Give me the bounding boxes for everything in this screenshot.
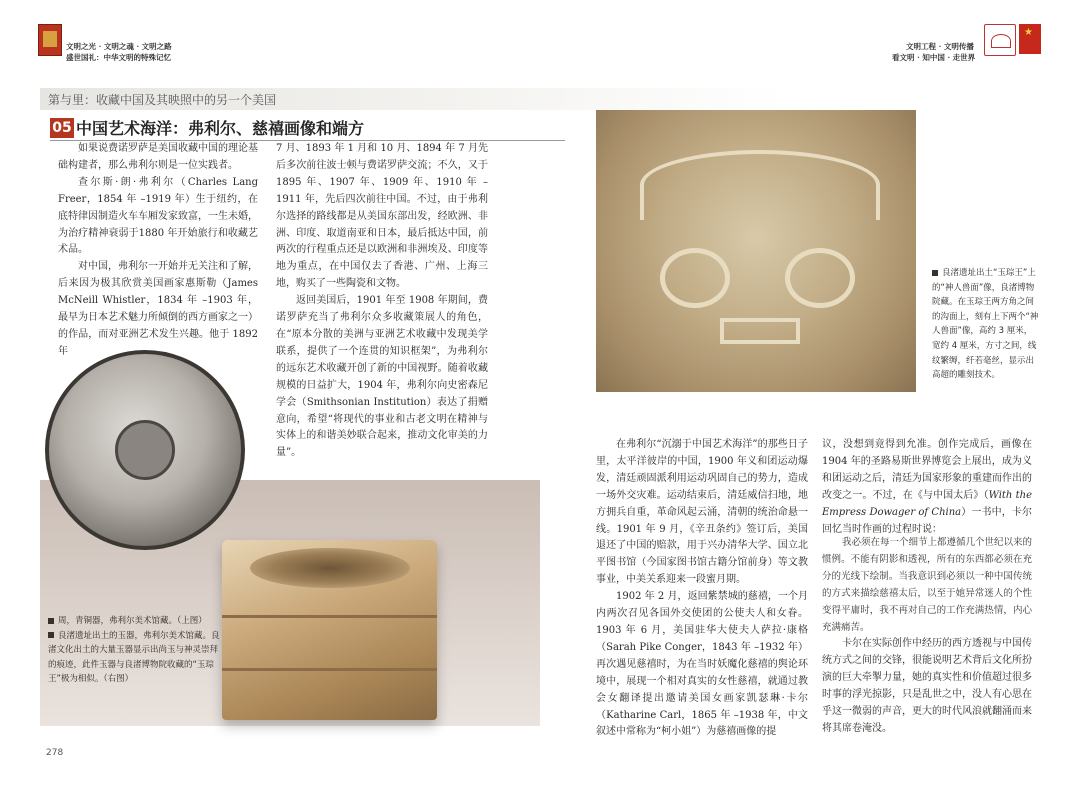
book-title: With the Empress Dowager of China [822,489,1033,518]
article-title: 中国艺术海洋：弗利尔、慈禧画像和端方 [76,119,365,138]
caption-text: 周，青铜器，弗利尔美术馆藏。（上图） [58,616,207,626]
paragraph: 返回美国后，1901 年至 1908 年期间，费诺罗萨充当了弗利尔众多收藏策展人的角色，在“原本分散的美洲与亚洲艺术收藏中发现美学联系，提供了一个连贯的知识框架”，为弗利尔的远东艺术收藏开创了新的中国视野。随着收藏规模的日益扩大，1904 年，弗利尔向史密森尼学会（Smithsonian Institution）表达了捐赠意向，希望“将现代的事业和古老文明在精神与实体上的和谐美妙联合起来，推动文化审美的力量”。 [276,295,488,459]
column-4-cont [822,636,1032,737]
relief-eye-right [785,248,855,308]
paragraph [822,437,1032,538]
relief-mouth [720,318,800,344]
stone-caption [932,266,1040,383]
header-left-line1: 文明之光 · 文明之魂 · 文明之路 [66,42,172,51]
paragraph-text: ）一书中，卡尔回忆当时作画的过程时说： [822,506,1033,535]
bullet-square [932,270,938,276]
bronze-caption [48,614,223,687]
header-left-line2: 盛世国礼：中华文明的特殊记忆 [66,53,171,62]
paragraph: 如果说费诺罗萨是美国收藏中国的理论基础构建者，那么弗利尔则是一位实践者。 [58,143,258,171]
bullet-square [48,632,54,638]
caption-text: 良渚遗址出土的玉器，弗利尔美术馆藏。良渚文化出土的大量玉器显示出尚玉与神灵崇拜的痕迹，此件玉器与良渚博物院收藏的“玉琮王”极为相似。（右图） [48,630,220,685]
paragraph: 在弗利尔“沉溺于中国艺术海洋”的那些日子里，太平洋彼岸的中国，1900 年义和团运动爆发，清廷顽固派利用运动巩固自己的势力，造成一场外交灾难。运动结束后，清廷威信扫地，地方拥兵自重，革命风起云涌，清朝的统治命悬一线。1901 年 9 月，《辛丑条约》签订后，美国退还了中国的赔款，用于兴办清华大学、国立北平图书馆（今国家图书馆古籍分馆前身）等文教事业，中美关系迎来一段蜜月期。 [596,439,808,586]
column-3 [596,437,808,741]
bronze-disc-center [115,420,175,480]
relief-crown-outline [640,150,880,220]
page-number: 278 [46,748,64,758]
publisher-logo-left [38,24,62,56]
column-1 [58,141,258,361]
quote-text: 我必须在每一个细节上都遵循几个世纪以来的惯例。不能有阴影和透视，所有的东西都必须在充分的光线下绘制。当我意识到必须以一种中国传统的方式来描绘慈禧太后，以至于她异常迷人的个性变得平庸时，我不再对自己的工作充满热情，内心充满痛苦。 [822,537,1033,633]
relief-eye-left [660,248,730,308]
caption-text: 良渚遗址出土“玉琮王”上的“神人兽面”像，良渚博物院藏。在玉琮王两方角之间的沟面上，刻有上下两个“神人兽面”像，高约 3 厘米，宽约 4 厘米，方寸之间，线纹繁缛，纤若毫丝，显示出高超的雕刻技术。 [932,268,1039,381]
jade-cong-opening [250,548,410,588]
paragraph: 1902 年 2 月，返回紫禁城的慈禧，一个月内两次召见各国外交使团的公使夫人和女眷。1903 年 6 月，美国驻华大使夫人萨拉·康格（Sarah Pike Conger，1843 年 –1932 年）再次遇见慈禧时，为在当时妖魔化慈禧的舆论环境中，展现一个相对真实的女性慈禧，就通过教会女翻译提出邀请美国女画家凯瑟琳·卡尔（Katharine Carl，1865 年 –1938 年，中文叙述中常称为“柯小姐”）为慈禧画像的提 [596,591,808,738]
flag-logo-right [1019,24,1041,54]
paragraph: 7 月、1893 年 1 月和 10 月、1894 年 7 月先后多次前往波士顿与费诺罗萨交流；不久，又于 1895 年、1907 年、1909 年、1910 年 –1911 年，先后四次前往中国。不过，由于弗利尔选择的路线都是从美国东部出发，经欧洲、非洲、印度、取道南亚和日本，最后抵达中国，前两次的行程重点还是以欧洲和非洲埃及、印度等地为重点，在中国仅去了香港、广州、上海三地，购买了一些陶瓷和文物。 [276,143,488,290]
paragraph-text: 议，没想到竟得到允准。创作完成后，画像在 1904 年的圣路易斯世界博览会上展出，成为义和团运动之后，清廷为国家形象的重建而作出的改变之一。不过，在《与中国太后》（ [822,439,1032,501]
header-right-line2: 看文明 · 知中国 · 走世界 [892,53,976,62]
header-right-line1: 文明工程 · 文明传播 [906,42,974,51]
column-4 [822,437,1032,538]
section-bar [40,88,1040,110]
jade-cong-groove [222,615,437,618]
section-label: 第与里：收藏中国及其映照中的另一个美国 [48,93,277,107]
block-quote [822,534,1032,636]
paragraph: 对中国，弗利尔一开始并无关注和了解，后来因为极其欣赏美国画家惠斯勒（James McNeill Whistler，1834 年 –1903 年，最早为日本艺术魅力所倾倒的西方画家之一）的作品，而对亚洲艺术发生兴趣。他于 1892 年 [58,261,258,357]
emblem-logo-right [984,24,1016,56]
jade-cong-groove [222,668,437,671]
column-2 [276,141,488,462]
paragraph: 查尔斯·朗·弗利尔（Charles Lang Freer，1854 年 –1919 年）生于纽约，在底特律因制造火车车厢发家致富，一生未婚，为治疗精神衰弱于1880 年开始旅行和收藏艺术品。 [58,176,258,256]
paragraph: 卡尔在实际创作中经历的西方透视与中国传统方式之间的交锋，很能说明艺术背后文化所扮演的巨大牵掣力量，她的真实性和价值超过很多时事的浮光掠影，只是乱世之中，没人有心思在乎这一微弱的声音，更大的时代风浪就翻涌而来将其席卷淹没。 [822,638,1032,734]
article-number: 05 [50,118,74,138]
bullet-square [48,618,54,624]
